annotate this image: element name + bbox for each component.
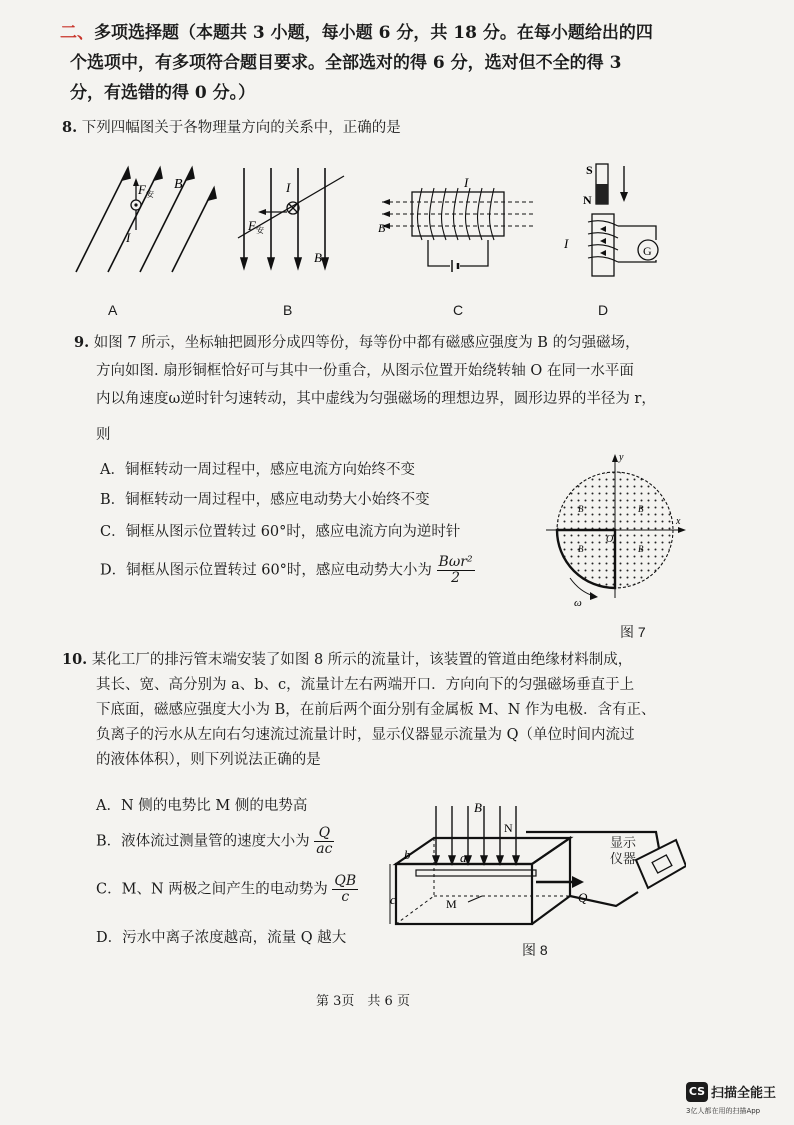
scanner-slogan: 3亿人都在用的扫描App xyxy=(686,1107,761,1115)
scanner-logo-icon: CS xyxy=(686,1082,708,1102)
q9-option-c: C．铜框从图示位置转过 60°时，感应电流方向为逆时针 xyxy=(100,524,461,540)
page-footer: 第 3页 共 6 页 xyxy=(316,994,410,1009)
question-10-line1: 10. 某化工厂的排污管末端安装了如图 8 所示的流量计，该装置的管道由绝缘材料制成， xyxy=(62,651,633,668)
q9-option-d-fraction: $\frac{\text{Bωr²}}{2}$ xyxy=(438,554,473,586)
svg-text:安: 安 xyxy=(146,190,154,199)
q10-option-c-fraction: $\frac{QB}{c}$ xyxy=(334,873,357,905)
svg-text:B: B xyxy=(314,250,322,265)
svg-text:I: I xyxy=(126,230,131,245)
question-10-line5: 的液体体积），则下列说法正确的是 xyxy=(96,752,321,768)
question-9-line1: 9. 如图 7 所示，坐标轴把圆形分成四等份，每等份中都有磁感应强度为 B 的匀强磁场， xyxy=(74,334,640,351)
section-intro-line3: 分，有选错的得 0 分。） xyxy=(70,83,256,103)
q10-option-b-fraction: $\frac{Q}{ac}$ xyxy=(316,825,333,857)
svg-text:B: B xyxy=(638,504,644,514)
question-10-line3: 下底面，磁感应强度大小为 B，在前后两个面分别有金属板 M、N 作为电极．含有正、 xyxy=(96,702,656,718)
q8-figure-a xyxy=(68,160,218,280)
svg-text:b: b xyxy=(404,847,411,862)
svg-text:S: S xyxy=(586,163,593,177)
question-9-line4: 则 xyxy=(96,427,111,443)
q8-figure-b xyxy=(236,168,351,278)
svg-text:B: B xyxy=(638,544,644,554)
question-9-line3: 内以角速度ω逆时针匀速转动，其中虚线为匀强磁场的理想边界，圆形边界的半径为 r， xyxy=(96,391,656,407)
svg-text:F: F xyxy=(248,218,256,233)
question-10-line2: 其长、宽、高分别为 a、b、c，流量计左右两端开口．方向向下的匀强磁场垂直于上 xyxy=(96,677,635,693)
svg-text:B: B xyxy=(578,504,584,514)
svg-text:I: I xyxy=(464,176,469,190)
svg-text:M: M xyxy=(446,897,457,911)
svg-text:ω: ω xyxy=(574,597,582,609)
q9-option-d: D．铜框从图示位置转过 60°时，感应电动势大小为 $\frac{\text{Bωr²}}{2}$ xyxy=(100,554,473,586)
svg-text:B: B xyxy=(378,221,386,235)
svg-text:N: N xyxy=(504,821,513,835)
q9-option-a: A．铜框转动一周过程中，感应电流方向始终不变 xyxy=(100,462,415,478)
svg-text:B: B xyxy=(474,800,482,815)
q8-label-b: B xyxy=(283,302,293,318)
svg-text:I: I xyxy=(286,180,291,195)
svg-text:B: B xyxy=(174,177,183,192)
q10-option-a: A．N 侧的电势比 M 侧的电势高 xyxy=(96,798,308,814)
svg-text:N: N xyxy=(583,193,592,207)
figure-8-diagram xyxy=(386,796,686,936)
figure-7-diagram xyxy=(540,448,690,616)
q10-option-d: D．污水中离子浓度越高，流量 Q 越大 xyxy=(96,930,347,946)
svg-text:I: I xyxy=(564,236,569,251)
q8-figure-d xyxy=(560,160,670,285)
section-intro-line2: 个选项中，有多项符合题目要求。全部选对的得 6 分，选对但不全的得 3 xyxy=(70,53,622,73)
svg-text:c: c xyxy=(390,892,396,907)
q8-figure-c xyxy=(376,176,546,276)
q8-label-d: D xyxy=(598,302,609,318)
section-title: 多项选择题 xyxy=(94,23,179,43)
figure-7-caption: 图 7 xyxy=(620,624,646,640)
question-9-line2: 方向如图. 扇形铜框恰好可与其中一份重合，从图示位置开始绕转轴 O 在同一水平面 xyxy=(96,363,634,379)
q9-option-b: B．铜框转动一周过程中，感应电动势大小始终不变 xyxy=(100,492,430,508)
svg-text:a: a xyxy=(460,850,467,865)
svg-text:B: B xyxy=(578,544,584,554)
figure-8-display-label: 显示仪器 xyxy=(609,836,636,867)
section-number: 二、 xyxy=(60,23,94,43)
figure-8-caption: 图 8 xyxy=(522,942,548,958)
question-10-line4: 负离子的污水从左向右匀速流过流量计时，显示仪器显示流量为 Q（单位时间内流过 xyxy=(96,727,635,743)
section-intro-line1: （本题共 3 小题，每小题 6 分，共 18 分。在每小题给出的四 xyxy=(179,23,653,43)
q8-label-a: A xyxy=(108,302,118,318)
svg-text:Q: Q xyxy=(578,890,588,905)
svg-text:y: y xyxy=(619,452,624,463)
section-header xyxy=(60,18,760,48)
svg-text:G: G xyxy=(643,244,652,258)
scanner-brand: 扫描全能王 xyxy=(711,1086,777,1101)
svg-text:O: O xyxy=(606,534,614,545)
question-8-stem: 8. 下列四幅图关于各物理量方向的关系中，正确的是 xyxy=(62,119,401,136)
q8-label-c: C xyxy=(453,302,464,318)
svg-text:x: x xyxy=(676,516,681,527)
q10-option-b: B．液体流过测量管的速度大小为 $\frac{Q}{ac}$ xyxy=(96,825,333,857)
svg-text:F: F xyxy=(138,182,146,197)
svg-text:安: 安 xyxy=(256,226,264,235)
q10-option-c: C．M、N 两极之间产生的电动势为 $\frac{QB}{c}$ xyxy=(96,873,357,905)
